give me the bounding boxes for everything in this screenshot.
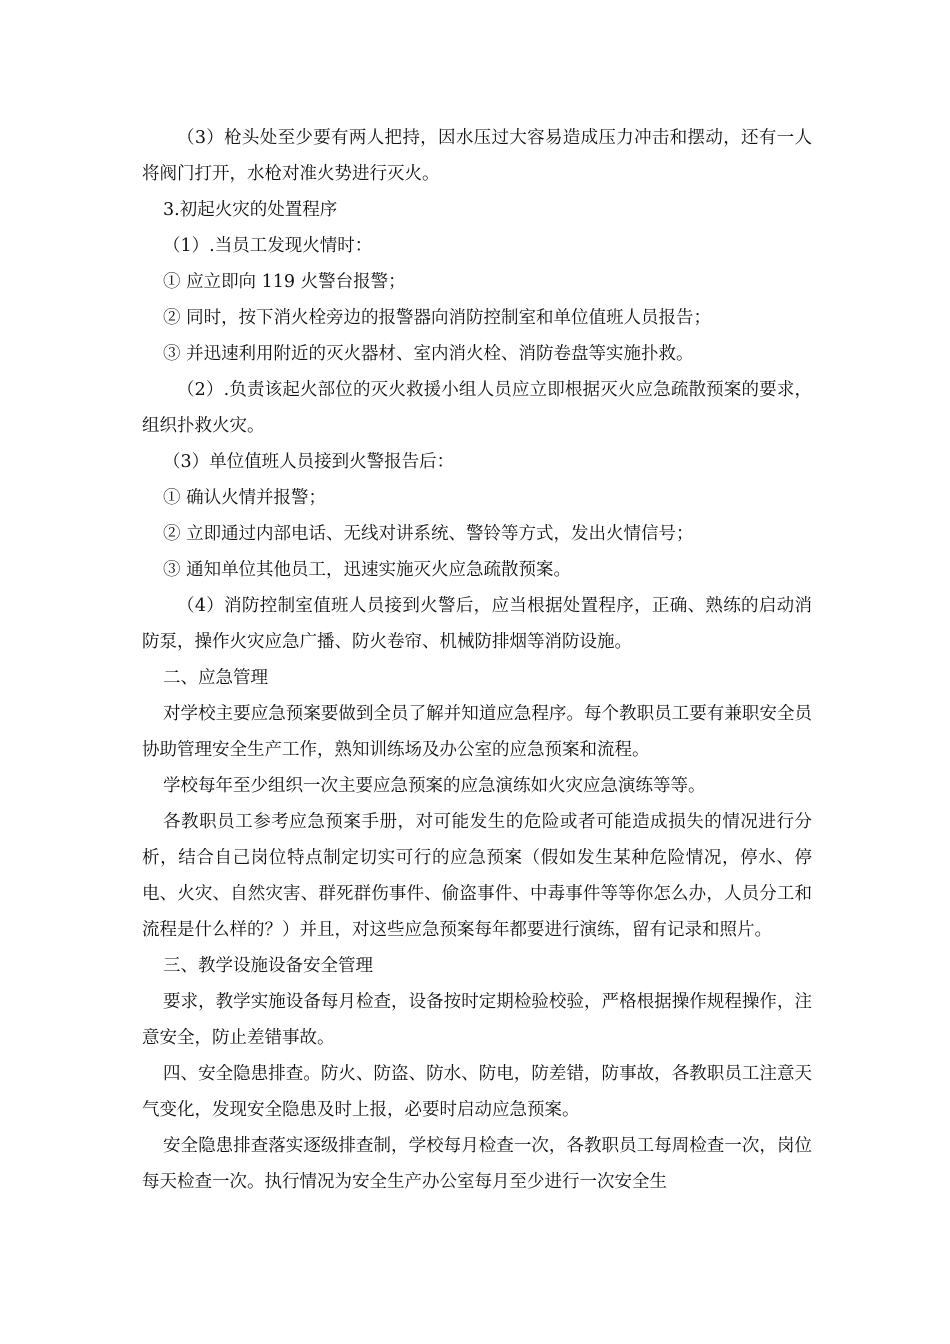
list-item-extinguish: ③ 并迅速利用附近的灭火器材、室内消火栓、消防卷盘等实施扑救。 — [163, 344, 694, 364]
heading-emergency-management: 二、应急管理 — [163, 668, 268, 688]
paragraph-hazard-levels: 安全隐患排查落实逐级排查制，学校每月检查一次，各教职员工每周检查一次，岗位每天检查一次。执行情况为安全生产办公室每月至少进行一次安全生 — [142, 1136, 812, 1192]
paragraph-rescue-team: （2）.负责该起火部位的灭火救援小组人员应立即根据灭火应急疏散预案的要求，组织扑救火灾。 — [142, 380, 812, 436]
paragraph-annual-drill: 学校每年至少组织一次主要应急预案的应急演练如火灾应急演练等等。 — [163, 776, 706, 796]
heading-initial-fire-procedure: 3.初起火灾的处置程序 — [163, 200, 338, 220]
list-item-call-119: ① 应立即向 119 火警台报警； — [163, 272, 406, 292]
list-item-confirm-fire: ① 确认火情并报警； — [163, 488, 327, 508]
paragraph-emergency-plan-awareness: 对学校主要应急预案要做到全员了解并知道应急程序。每个教职员工要有兼职安全员协助管理安全生产工作，熟知训练场及办公室的应急预案和流程。 — [142, 704, 812, 760]
document-body — [142, 120, 812, 1200]
paragraph-hazard-check: 四、安全隐患排查。防火、防盗、防水、防电，防差错，防事故，各教职员工注意天气变化，发现安全隐患及时上报，必要时启动应急预案。 — [142, 1064, 812, 1120]
list-item-press-alarm: ② 同时，按下消火栓旁边的报警器向消防控制室和单位值班人员报告； — [163, 308, 712, 328]
list-item-signal-fire: ② 立即通过内部电话、无线对讲系统、警铃等方式，发出火情信号； — [163, 524, 694, 544]
list-item-notify-staff: ③ 通知单位其他员工，迅速实施灭火应急疏散预案。 — [163, 560, 572, 580]
paragraph-duty-staff: （3）单位值班人员接到火警报告后： — [163, 452, 455, 472]
paragraph-equipment-inspection: 要求，教学实施设备每月检查，设备按时定期检验校验，严格根据操作规程操作，注意安全，防止差错事故。 — [142, 992, 812, 1048]
paragraph-staff-emergency-plans: 各教职员工参考应急预案手册，对可能发生的危险或者可能造成损失的情况进行分析，结合自己岗位特点制定切实可行的应急预案（假如发生某种危险情况，停水、停电、火灾、自然灾害、群死群伤事件、偷盗事件、中毒事件等等你怎么办，人员分工和流程是什么样的？）并且，对这些应急预案每年都要进行演练，留有记录和照片。 — [142, 812, 812, 940]
paragraph-staff-discovers-fire: （1）.当员工发现火情时： — [163, 236, 373, 256]
heading-facility-safety: 三、教学设施设备安全管理 — [163, 956, 373, 976]
paragraph-control-room: （4）消防控制室值班人员接到火警后，应当根据处置程序，正确、熟练的启动消防泵，操作火灾应急广播、防火卷帘、机械防排烟等消防设施。 — [142, 596, 812, 652]
paragraph-hose-nozzle: （3）枪头处至少要有两人把持，因水压过大容易造成压力冲击和摆动，还有一人将阀门打开，水枪对准火势进行灭火。 — [142, 128, 812, 184]
